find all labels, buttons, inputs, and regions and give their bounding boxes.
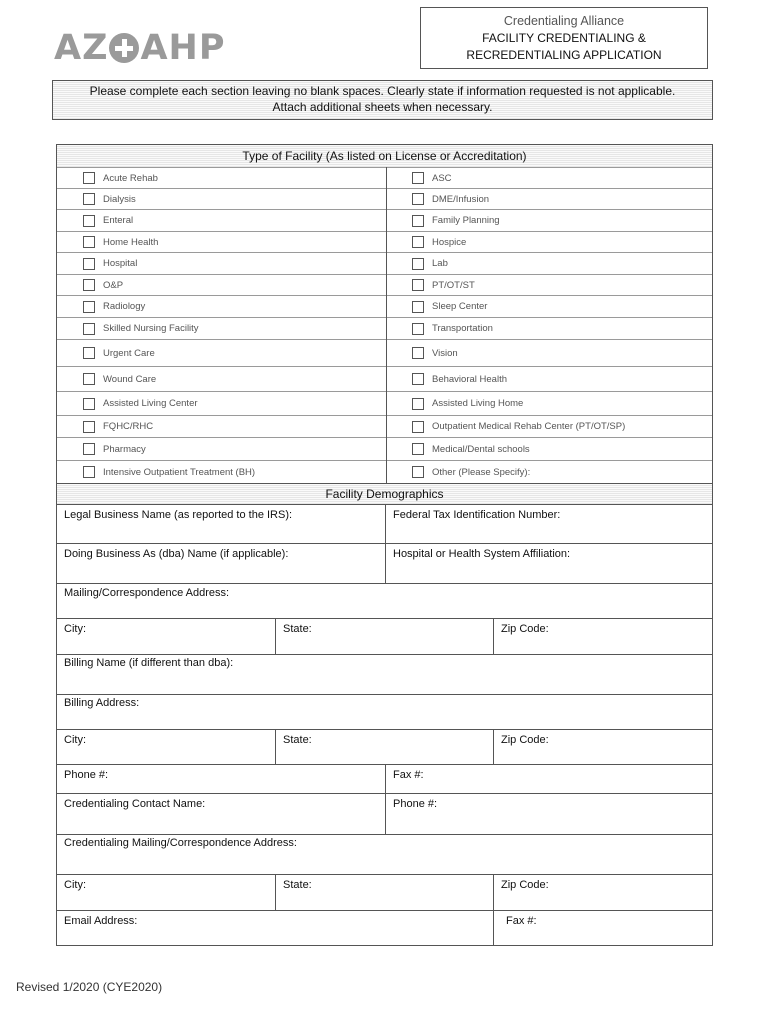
facility-option[interactable] [412, 461, 530, 483]
facility-type-heading [57, 145, 712, 167]
facility-option-label: Outpatient Medical Rehab Center (PT/OT/SP) [432, 421, 626, 432]
checkbox[interactable] [412, 398, 424, 410]
demographics-heading-text: Facility Demographics [325, 487, 444, 501]
checkbox[interactable] [83, 258, 95, 270]
azahp-logo [54, 28, 226, 68]
contact-name-field[interactable] [57, 794, 386, 834]
checkbox[interactable] [412, 421, 424, 433]
checkbox[interactable] [83, 373, 95, 385]
state-label-3: State: [283, 879, 312, 891]
facility-type-row [57, 274, 712, 295]
checkbox[interactable] [412, 258, 424, 270]
facility-option[interactable] [412, 168, 452, 188]
facility-option-label: Sleep Center [432, 301, 488, 312]
state-field-2[interactable] [276, 730, 494, 764]
checkbox[interactable] [83, 193, 95, 205]
facility-option-label: Urgent Care [103, 347, 155, 359]
facility-option[interactable] [412, 189, 489, 209]
city-label-1: City: [64, 623, 86, 635]
facility-type-row [57, 209, 712, 231]
fax-label-2: Fax #: [506, 915, 537, 927]
zip-field-2[interactable] [494, 730, 712, 764]
facility-option[interactable] [83, 253, 137, 274]
checkbox[interactable] [83, 301, 95, 313]
facility-option-label: O&P [103, 279, 124, 291]
notice-line-1: Please complete each section leaving no blank spaces. Clearly state if information requested is not applicable. [89, 84, 676, 98]
facility-option[interactable] [412, 367, 507, 391]
facility-option-label: Home Health [103, 236, 159, 248]
facility-type-row [57, 366, 712, 391]
city-field-3[interactable] [57, 875, 276, 910]
zip-label-2: Zip Code: [501, 734, 549, 746]
checkbox[interactable] [412, 215, 424, 227]
email-label: Email Address: [64, 915, 138, 927]
zip-label-1: Zip Code: [501, 623, 549, 635]
checkbox[interactable] [83, 347, 95, 359]
instructions-notice [52, 80, 713, 120]
facility-type-row [57, 391, 712, 415]
checkbox[interactable] [83, 215, 95, 227]
facility-option-label: Vision [432, 347, 458, 359]
checkbox[interactable] [412, 301, 424, 313]
checkbox[interactable] [412, 172, 424, 184]
facility-type-row [57, 231, 712, 252]
row-city-state-zip-1 [57, 618, 712, 654]
facility-option[interactable] [83, 340, 155, 366]
facility-option-label: Other (Please Specify): [432, 466, 531, 478]
facility-option-label: Lab [432, 258, 448, 269]
facility-type-row [57, 167, 712, 188]
plus-circle-icon [109, 33, 139, 63]
affiliation-label: Hospital or Health System Affiliation: [393, 548, 571, 560]
fax-label: Fax #: [393, 769, 424, 781]
facility-option[interactable] [412, 438, 530, 460]
facility-type-row [57, 415, 712, 437]
contact-name-label: Credentialing Contact Name: [64, 798, 206, 810]
billing-address-field[interactable] [57, 694, 712, 729]
facility-option[interactable] [412, 416, 625, 437]
facility-type-row [57, 295, 712, 317]
checkbox[interactable] [83, 466, 95, 478]
facility-option[interactable] [83, 168, 158, 188]
facility-option[interactable] [83, 438, 146, 460]
checkbox[interactable] [83, 443, 95, 455]
title-line-3: RECREDENTIALING APPLICATION [466, 48, 662, 62]
dba-field[interactable] [57, 544, 386, 583]
zip-label-3: Zip Code: [501, 879, 549, 891]
logo-text-az: AZ [54, 28, 109, 68]
facility-option[interactable] [83, 367, 156, 391]
fax-field-2[interactable] [494, 911, 712, 946]
row-legal-name [57, 504, 712, 543]
checkbox[interactable] [412, 347, 424, 359]
facility-option[interactable] [83, 210, 133, 231]
facility-option[interactable] [83, 318, 199, 339]
facility-option[interactable] [83, 461, 255, 483]
demographics-heading [57, 483, 712, 504]
title-line-2: FACILITY CREDENTIALING & [482, 31, 646, 45]
mailing-address-field[interactable] [57, 583, 712, 618]
checkbox[interactable] [83, 236, 95, 248]
row-phone-fax [57, 764, 712, 793]
facility-option-label: Assisted Living Home [432, 398, 524, 409]
affiliation-field[interactable] [386, 544, 712, 583]
facility-option[interactable] [412, 340, 458, 366]
revision-note: Revised 1/2020 (CYE2020) [16, 980, 163, 994]
checkbox[interactable] [412, 323, 424, 335]
facility-option[interactable] [83, 392, 198, 415]
facility-option-label: PT/OT/ST [432, 279, 475, 291]
zip-field-1[interactable] [494, 619, 712, 654]
checkbox[interactable] [83, 398, 95, 410]
facility-type-row [57, 317, 712, 339]
checkbox[interactable] [412, 466, 424, 478]
facility-option-label: Acute Rehab [103, 172, 158, 184]
facility-form [56, 144, 713, 946]
phone-field[interactable] [57, 765, 386, 793]
checkbox[interactable] [412, 279, 424, 291]
state-label-2: State: [283, 734, 312, 746]
email-field[interactable] [57, 911, 494, 946]
billing-address-label: Billing Address: [64, 697, 140, 709]
row-city-state-zip-2 [57, 729, 712, 764]
facility-option-label: Dialysis [103, 193, 136, 205]
city-label-3: City: [64, 879, 86, 891]
zip-field-3[interactable] [494, 875, 712, 910]
checkbox[interactable] [83, 421, 95, 433]
state-field-1[interactable] [276, 619, 494, 654]
facility-option-label: Transportation [432, 323, 493, 334]
contact-phone-label: Phone #: [393, 798, 438, 810]
facility-option-label: Hospital [103, 258, 138, 269]
title-line-1: Credentialing Alliance [503, 14, 625, 28]
checkbox[interactable] [412, 443, 424, 455]
title-box [420, 7, 708, 69]
facility-option-label: Behavioral Health [432, 373, 507, 385]
facility-option-label: DME/Infusion [432, 193, 490, 205]
facility-option[interactable] [412, 232, 466, 252]
tax-id-field[interactable] [386, 505, 712, 543]
facility-option-label: Medical/Dental schools [432, 443, 530, 455]
facility-option-label: ASC [432, 172, 452, 184]
checkbox[interactable] [83, 172, 95, 184]
facility-type-row [57, 188, 712, 209]
facility-column-divider [386, 167, 387, 483]
facility-option[interactable] [412, 253, 448, 274]
facility-option[interactable] [412, 275, 475, 295]
facility-option-label: Wound Care [103, 373, 157, 385]
facility-option-label: Intensive Outpatient Treatment (BH) [103, 466, 256, 478]
row-contact [57, 793, 712, 834]
tax-id-label: Federal Tax Identification Number: [393, 509, 561, 521]
facility-option[interactable] [412, 210, 500, 231]
legal-name-label: Legal Business Name (as reported to the IRS): [64, 509, 293, 521]
facility-option[interactable] [83, 189, 136, 209]
facility-option-label: Family Planning [432, 215, 500, 226]
cred-mailing-address-field[interactable] [57, 834, 712, 874]
facility-type-row [57, 339, 712, 366]
checkbox[interactable] [83, 279, 95, 291]
facility-type-row [57, 460, 712, 483]
row-email-fax [57, 910, 712, 946]
checkbox[interactable] [412, 236, 424, 248]
contact-phone-field[interactable] [386, 794, 712, 834]
facility-type-row [57, 437, 712, 460]
facility-option-label: Pharmacy [103, 443, 146, 455]
row-city-state-zip-3 [57, 874, 712, 910]
facility-option[interactable] [412, 318, 493, 339]
state-field-3[interactable] [276, 875, 494, 910]
facility-option[interactable] [412, 392, 523, 415]
checkbox[interactable] [412, 373, 424, 385]
notice-line-2: Attach additional sheets when necessary. [272, 100, 493, 114]
facility-option[interactable] [83, 416, 153, 437]
checkbox[interactable] [83, 323, 95, 335]
phone-label: Phone #: [64, 769, 109, 781]
cred-mailing-address-label: Credentialing Mailing/Correspondence Address: [64, 837, 297, 849]
state-label-1: State: [283, 623, 312, 635]
city-field-2[interactable] [57, 730, 276, 764]
checkbox[interactable] [412, 193, 424, 205]
facility-type-row [57, 252, 712, 274]
facility-option-label: Assisted Living Center [103, 398, 198, 409]
facility-type-heading-text: Type of Facility (As listed on License or Accreditation) [242, 149, 527, 163]
logo-text-ahp: AHP [140, 28, 226, 68]
city-field-1[interactable] [57, 619, 276, 654]
facility-option-label: FQHC/RHC [103, 421, 154, 432]
facility-option-label: Skilled Nursing Facility [103, 323, 199, 334]
billing-name-label: Billing Name (if different than dba): [64, 657, 234, 669]
facility-option[interactable] [83, 275, 123, 295]
facility-option-label: Radiology [103, 301, 146, 312]
facility-option-label: Enteral [103, 215, 134, 226]
billing-name-field[interactable] [57, 654, 712, 694]
facility-option[interactable] [83, 296, 145, 317]
city-label-2: City: [64, 734, 86, 746]
fax-field[interactable] [386, 765, 712, 793]
facility-option[interactable] [412, 296, 487, 317]
mailing-address-label: Mailing/Correspondence Address: [64, 587, 230, 599]
legal-name-field[interactable] [57, 505, 386, 543]
facility-option[interactable] [83, 232, 158, 252]
row-dba [57, 543, 712, 583]
facility-option-label: Hospice [432, 236, 467, 248]
dba-label: Doing Business As (dba) Name (if applicable): [64, 548, 289, 560]
